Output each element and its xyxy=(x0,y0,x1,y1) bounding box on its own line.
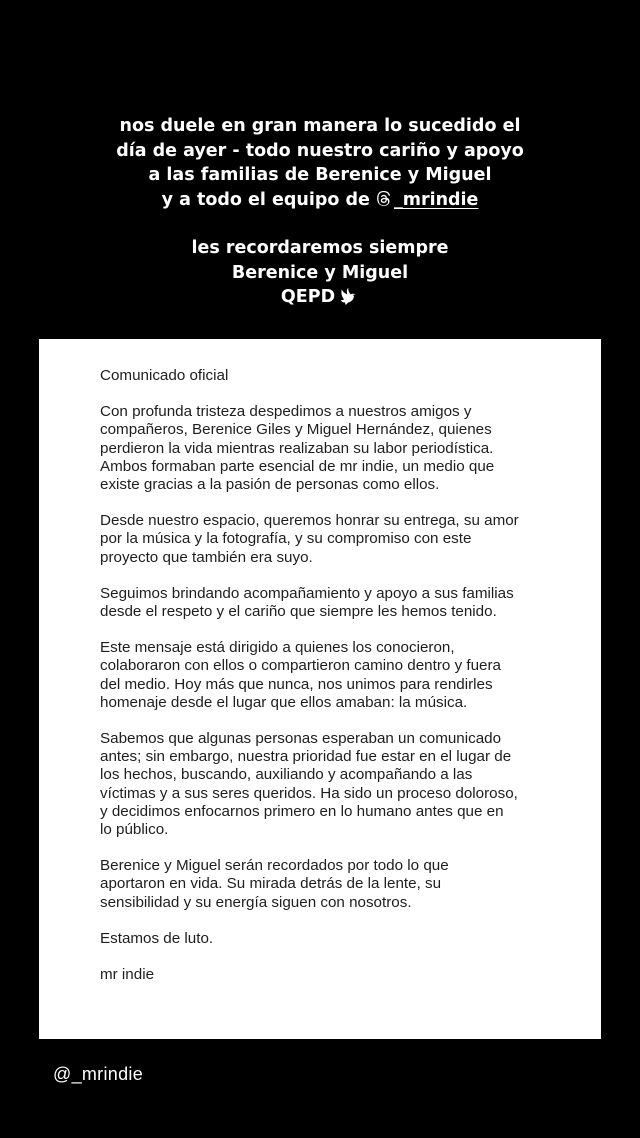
story-caption xyxy=(20,114,620,310)
mention-link[interactable] xyxy=(376,190,478,210)
statement-closing: Estamos de luto. xyxy=(100,929,214,947)
official-statement-card xyxy=(39,339,601,1039)
mention-handle: _mrindie xyxy=(393,189,479,210)
caption-line: día de ayer - todo nuestro cariño y apoyo xyxy=(116,140,524,161)
caption-line: a las familias de Berenice y Miguel xyxy=(148,165,492,185)
statement-paragraph: Con profunda tristeza despedimos a nuestros amigos y compañeros, Berenice Giles y Miguel Hernández, quienes perdieron la vida mientras realizaban su labor periodística. Ambos formaban parte esencial de mr indie, un medio que existe gracias a la pasión de personas como ellos. xyxy=(100,403,495,494)
footer-account-handle[interactable]: @_mrindie xyxy=(53,1064,144,1084)
caption-line: nos duele en gran manera lo sucedido el xyxy=(119,116,521,136)
caption-line-with-mention xyxy=(20,188,620,213)
caption-line: Berenice y Miguel xyxy=(231,262,409,283)
statement-paragraph: Berenice y Miguel serán recordados por todo lo que aportaron en vida. Su mirada detrás de la lente, su sensibilidad y su energía siguen con nosotros. xyxy=(100,857,449,911)
caption-line-with-icon xyxy=(20,285,620,310)
statement-body xyxy=(100,367,560,1002)
caption-spacer xyxy=(20,212,620,236)
statement-paragraph: Este mensaje está dirigido a quienes los conocieron, colaboraron con ellos o compartieron camino dentro y fuera del medio. Hoy más que nunca, nos unimos para rendirles homenaje desde el lugar que ellos amaban: la música. xyxy=(100,639,502,711)
statement-signature: mr indie xyxy=(100,966,155,984)
dove-icon xyxy=(339,287,359,305)
threads-icon xyxy=(376,191,392,207)
caption-qepd: QEPD xyxy=(280,287,336,307)
statement-paragraph: Sabemos que algunas personas esperaban un comunicado antes; sin embargo, nuestra prioridad fue estar en el lugar de los hechos, buscando, auxiliando y acompañando a las víctimas y a sus seres queridos. Ha sido un proceso doloroso, y decidimos enfocarnos primero en lo humano antes que en lo público. xyxy=(100,730,518,839)
statement-paragraph: Desde nuestro espacio, queremos honrar su entrega, su amor por la música y la fotografía, y su compromiso con este proyecto que también era suyo. xyxy=(100,512,519,566)
statement-paragraph: Seguimos brindando acompañamiento y apoyo a sus familias desde el respeto y el cariño que siempre les hemos tenido. xyxy=(100,584,514,621)
caption-line-prefix: y a todo el equipo de xyxy=(161,189,376,210)
caption-line: les recordaremos siempre xyxy=(191,238,449,258)
statement-title: Comunicado oficial xyxy=(100,367,229,384)
